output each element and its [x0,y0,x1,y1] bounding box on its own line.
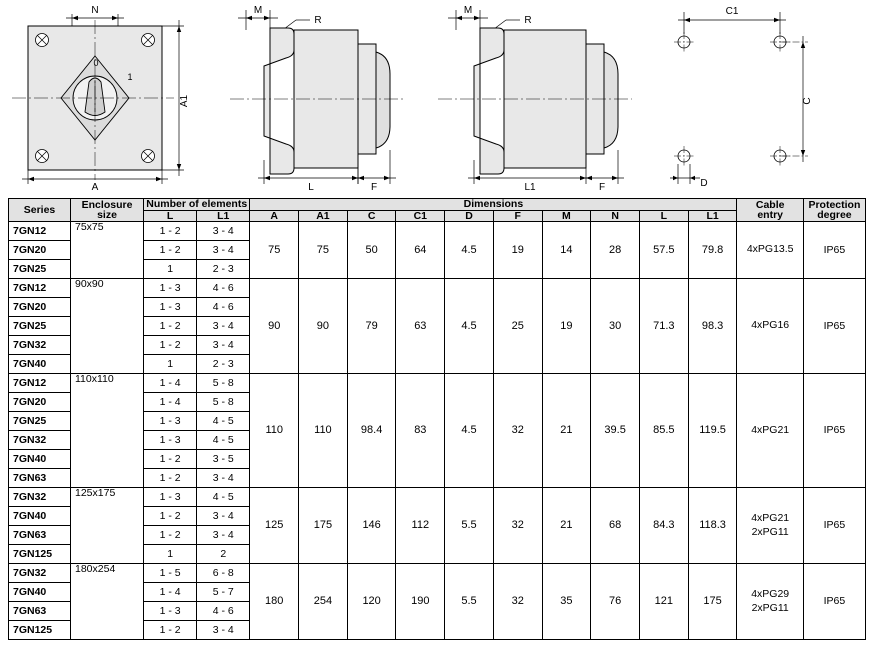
dimensions-table [8,198,866,640]
cell-elements-l: 1 [144,260,197,279]
svg-text:D: D [700,178,708,189]
cell-dim-D: 4.5 [445,279,494,374]
svg-text:M: M [463,5,473,16]
cell-dim-F: 19 [493,222,542,279]
svg-text:C1: C1 [725,6,739,17]
cell-series: 7GN25 [9,317,71,336]
cell-series: 7GN32 [9,431,71,450]
cell-elements-l: 1 - 2 [144,241,197,260]
cell-dim-M: 35 [542,564,591,640]
cell-elements-l: 1 - 2 [144,317,197,336]
cell-series: 7GN63 [9,526,71,545]
cell-dim-N: 76 [591,564,640,640]
cell-enclosure-size: 125x175 [71,488,144,564]
cell-elements-l: 1 [144,355,197,374]
table-body [9,222,866,640]
cell-dim-N: 28 [591,222,640,279]
cell-dim-C: 50 [347,222,396,279]
cell-enclosure-size: 180x254 [71,564,144,640]
cell-elements-l1: 4 - 6 [197,602,250,621]
cell-dim-A: 125 [250,488,299,564]
table-row [9,374,866,393]
cell-dim-L1: 119.5 [688,374,737,488]
header-dim-L: L [639,210,688,222]
cell-dim-N: 39.5 [591,374,640,488]
cell-dim-L: 85.5 [639,374,688,488]
cell-cable-entry [737,564,803,640]
cell-elements-l1: 4 - 6 [197,298,250,317]
svg-text:A1: A1 [179,94,190,108]
cell-elements-l: 1 - 3 [144,412,197,431]
cell-series: 7GN32 [9,336,71,355]
cell-dim-A1: 110 [299,374,348,488]
cell-elements-l: 1 - 2 [144,507,197,526]
cell-enclosure-size: 110x110 [71,374,144,488]
cell-protection-degree: IP65 [803,222,865,279]
header-prot-line2: degree [817,209,852,221]
cell-series: 7GN32 [9,564,71,583]
cell-enclosure-size: 90x90 [71,279,144,374]
table-row [9,564,866,583]
cell-dim-C: 79 [347,279,396,374]
header-dimensions: Dimensions [250,199,737,211]
table-row [9,279,866,298]
cell-dim-C1: 63 [396,279,445,374]
cell-elements-l: 1 - 2 [144,469,197,488]
cell-elements-l: 1 - 2 [144,222,197,241]
drill-pattern-drawing [660,0,870,192]
cell-elements-l1: 2 [197,545,250,564]
cell-dim-D: 5.5 [445,488,494,564]
cell-elements-l1: 4 - 6 [197,279,250,298]
header-protection-degree [803,199,865,222]
cell-dim-F: 32 [493,564,542,640]
cell-elements-l1: 5 - 8 [197,374,250,393]
cell-elements-l: 1 - 2 [144,450,197,469]
header-dim-F: F [493,210,542,222]
cell-elements-l: 1 - 3 [144,488,197,507]
header-dim-N: N [591,210,640,222]
table-row [9,488,866,507]
cell-dim-L1: 175 [688,564,737,640]
cell-protection-degree: IP65 [803,374,865,488]
cell-elements-l: 1 - 2 [144,526,197,545]
cell-elements-l1: 5 - 7 [197,583,250,602]
cell-elements-l: 1 - 5 [144,564,197,583]
header-cable-entry [737,199,803,222]
cell-elements-l1: 3 - 4 [197,621,250,640]
cell-dim-C1: 112 [396,488,445,564]
cell-dim-L: 84.3 [639,488,688,564]
header-enclosure-line2: size [97,209,117,221]
cable-entry-line: 4xPG21 [751,512,790,525]
header-cable-line1: Cable [755,198,785,211]
cable-entry-line: 4xPG16 [751,319,790,332]
cell-elements-l: 1 - 4 [144,374,197,393]
header-num-l1: L1 [197,210,250,222]
header-cable-line2: entry [757,209,783,221]
cell-elements-l: 1 - 2 [144,336,197,355]
cell-elements-l: 1 - 3 [144,298,197,317]
cell-series: 7GN12 [9,374,71,393]
cell-elements-l: 1 - 3 [144,431,197,450]
header-dim-M: M [542,210,591,222]
table-row [9,222,866,241]
cell-elements-l1: 3 - 4 [197,222,250,241]
header-series: Series [9,199,71,222]
header-dim-D: D [445,210,494,222]
side-view-L-drawing [222,0,412,192]
header-dim-C1: C1 [396,210,445,222]
cell-dim-F: 32 [493,374,542,488]
cell-dim-A1: 75 [299,222,348,279]
cell-protection-degree: IP65 [803,279,865,374]
svg-text:A: A [91,182,99,192]
cell-series: 7GN32 [9,488,71,507]
cell-elements-l: 1 - 3 [144,279,197,298]
svg-text:0: 0 [93,58,99,68]
cell-dim-A: 90 [250,279,299,374]
cell-dim-A: 180 [250,564,299,640]
svg-text:F: F [370,182,378,192]
cell-dim-L1: 79.8 [688,222,737,279]
svg-text:F: F [598,182,606,192]
cell-dim-L: 121 [639,564,688,640]
cell-series: 7GN20 [9,241,71,260]
cell-series: 7GN125 [9,621,71,640]
svg-text:L1: L1 [524,182,536,192]
cell-elements-l1: 5 - 8 [197,393,250,412]
cell-series: 7GN25 [9,260,71,279]
cell-dim-A1: 90 [299,279,348,374]
cell-dim-D: 4.5 [445,222,494,279]
header-dim-A1: A1 [299,210,348,222]
header-number-of-elements: Number of elements [144,199,250,211]
cell-enclosure-size: 75x75 [71,222,144,279]
cell-dim-A1: 254 [299,564,348,640]
cell-elements-l1: 4 - 5 [197,431,250,450]
cell-dim-L: 57.5 [639,222,688,279]
front-view-drawing [6,0,216,192]
cell-dim-L1: 98.3 [688,279,737,374]
cell-dim-N: 68 [591,488,640,564]
cell-dim-L1: 118.3 [688,488,737,564]
dimensions-table-wrapper [8,198,866,640]
header-dim-C: C [347,210,396,222]
header-prot-line1: Protection [808,198,861,211]
svg-text:L: L [308,182,314,192]
cell-elements-l1: 3 - 4 [197,241,250,260]
cell-series: 7GN63 [9,469,71,488]
cell-dim-C1: 190 [396,564,445,640]
cell-elements-l1: 4 - 5 [197,412,250,431]
cell-series: 7GN125 [9,545,71,564]
cell-dim-M: 14 [542,222,591,279]
cell-elements-l1: 6 - 8 [197,564,250,583]
cable-entry-line: 4xPG13.5 [746,243,794,256]
cell-series: 7GN40 [9,507,71,526]
technical-drawings [0,0,874,192]
cell-elements-l1: 4 - 5 [197,488,250,507]
cell-dim-A: 110 [250,374,299,488]
cell-elements-l1: 3 - 4 [197,469,250,488]
table-head [9,199,866,222]
svg-text:R: R [524,15,532,26]
cell-elements-l1: 3 - 4 [197,526,250,545]
cell-elements-l1: 2 - 3 [197,355,250,374]
cell-series: 7GN40 [9,583,71,602]
cable-entry-line: 2xPG11 [751,601,789,614]
cell-elements-l1: 3 - 4 [197,336,250,355]
cell-series: 7GN40 [9,355,71,374]
cell-dim-F: 25 [493,279,542,374]
cell-dim-D: 5.5 [445,564,494,640]
header-enclosure-line1: Enclosure [81,198,133,211]
header-dim-A: A [250,210,299,222]
cable-entry-line: 2xPG11 [751,525,789,538]
cell-cable-entry [737,488,803,564]
cell-dim-C: 98.4 [347,374,396,488]
cell-dim-A: 75 [250,222,299,279]
header-enclosure-size [71,199,144,222]
header-num-l: L [144,210,197,222]
cable-entry-line: 4xPG29 [751,588,790,601]
cell-dim-A1: 175 [299,488,348,564]
cell-protection-degree: IP65 [803,564,865,640]
side-view-L1-drawing [428,0,638,192]
svg-text:R: R [314,15,322,26]
svg-text:N: N [91,5,99,16]
cell-cable-entry [737,222,803,279]
cell-elements-l1: 3 - 4 [197,317,250,336]
cell-elements-l: 1 - 4 [144,393,197,412]
cell-series: 7GN63 [9,602,71,621]
cell-elements-l: 1 [144,545,197,564]
svg-text:M: M [253,5,263,16]
cell-dim-C1: 64 [396,222,445,279]
cell-series: 7GN25 [9,412,71,431]
header-dim-L1: L1 [688,210,737,222]
cell-series: 7GN40 [9,450,71,469]
cell-elements-l: 1 - 3 [144,602,197,621]
cell-elements-l: 1 - 4 [144,583,197,602]
cell-series: 7GN20 [9,298,71,317]
cell-dim-M: 19 [542,279,591,374]
cell-series: 7GN20 [9,393,71,412]
cable-entry-line: 4xPG21 [751,423,790,436]
cell-series: 7GN12 [9,279,71,298]
cell-dim-M: 21 [542,374,591,488]
cell-elements-l1: 3 - 5 [197,450,250,469]
cell-dim-C: 146 [347,488,396,564]
cell-dim-F: 32 [493,488,542,564]
cell-cable-entry [737,374,803,488]
cell-series: 7GN12 [9,222,71,241]
cell-elements-l1: 2 - 3 [197,260,250,279]
cell-cable-entry [737,279,803,374]
cell-dim-L: 71.3 [639,279,688,374]
svg-text:1: 1 [127,72,133,82]
cell-dim-C1: 83 [396,374,445,488]
cell-elements-l: 1 - 2 [144,621,197,640]
svg-text:C: C [802,97,813,105]
cell-dim-N: 30 [591,279,640,374]
cell-elements-l1: 3 - 4 [197,507,250,526]
cell-dim-M: 21 [542,488,591,564]
cell-dim-C: 120 [347,564,396,640]
cell-dim-D: 4.5 [445,374,494,488]
table-header-row-1 [9,199,866,211]
cell-protection-degree: IP65 [803,488,865,564]
